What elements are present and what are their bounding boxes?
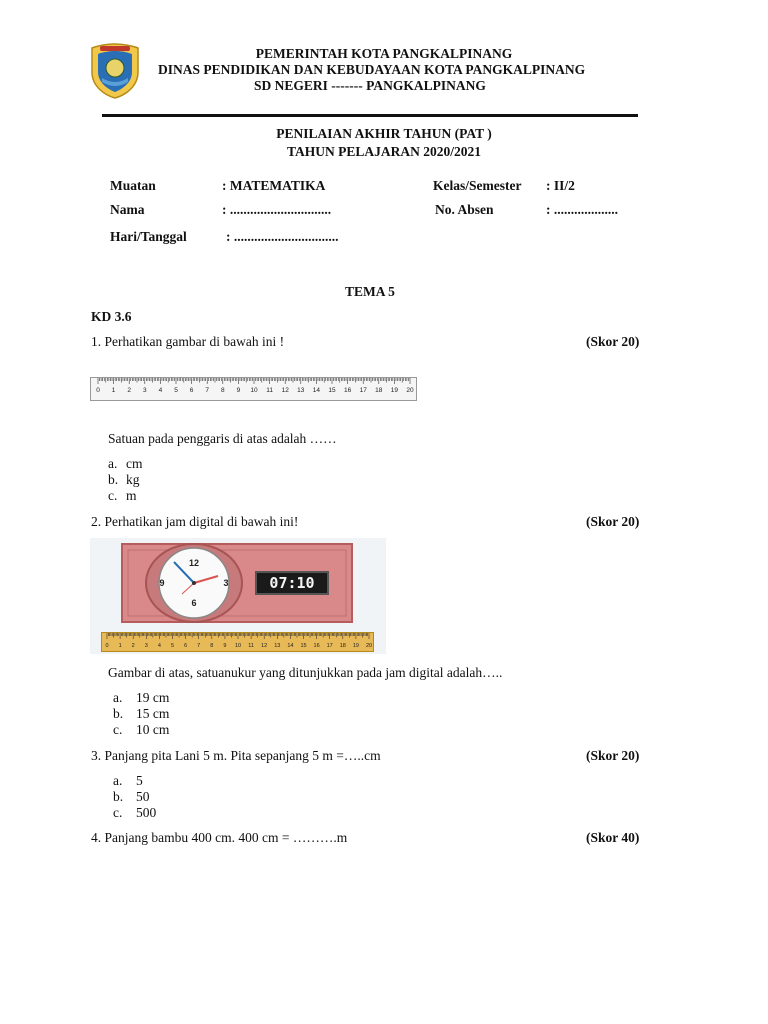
exam-year: TAHUN PELAJARAN 2020/2021 [286,144,481,159]
ruler-tick-label: 0 [96,387,100,394]
ruler-tick-label: 6 [184,643,188,649]
ruler-tick-label: 1 [118,643,122,649]
header-line-2: DINAS PENDIDIKAN DAN KEBUDAYAAN KOTA PANGKALPINANG [158,62,586,77]
q1-option-c-letter: c. [108,488,118,503]
tema-heading: TEMA 5 [345,284,395,299]
ruler-tick-label: 17 [359,387,367,394]
q2-option-b-letter: b. [113,706,124,721]
q1-option-c-text[interactable]: m [126,488,137,503]
ruler-tick-label: 10 [234,643,242,649]
q2-option-a-letter: a. [113,690,123,705]
question-4-text: 4. Panjang bambu 400 cm. 400 cm = ……….m [91,830,348,845]
ruler-tick-label: 19 [390,387,399,394]
muatan-label: Muatan [110,178,156,193]
ruler-tick-label: 9 [236,387,241,394]
question-2-text: 2. Perhatikan jam digital di bawah ini! [91,514,299,529]
ruler-image-1 [90,377,417,401]
ruler-tick-label: 20 [406,387,414,394]
q1-option-b-text[interactable]: kg [126,472,140,487]
q3-option-a-text[interactable]: 5 [136,773,143,788]
ruler-tick-label: 12 [281,387,289,394]
ruler-tick-label: 9 [223,643,227,649]
q2-option-b-text[interactable]: 15 cm [136,706,170,721]
ruler-tick-label: 6 [189,387,194,394]
q2-option-a-text[interactable]: 19 cm [136,690,170,705]
muatan-value: : MATEMATIKA [222,178,326,193]
exam-title: PENILAIAN AKHIR TAHUN (PAT ) [276,126,492,141]
kd-heading: KD 3.6 [91,309,132,324]
ruler-tick-label: 19 [352,643,359,649]
kelas-value: : II/2 [546,178,575,193]
ruler-tick-label: 13 [297,387,305,394]
ruler-tick-label: 15 [328,387,336,394]
ruler-tick-label: 2 [131,643,135,649]
digital-clock-display: 07:10 [269,574,315,592]
ruler-tick-label: 14 [312,387,321,394]
ruler-tick-label: 3 [142,387,147,394]
ruler-tick-label: 5 [170,643,175,649]
ruler-tick-label: 12 [261,643,268,649]
q2-option-c-text[interactable]: 10 cm [136,722,170,737]
ruler-tick-label: 4 [157,643,161,649]
nama-label: Nama [110,202,145,217]
clock-numeral-6: 6 [191,598,197,608]
header-divider [102,114,638,117]
ruler-tick-label: 11 [248,643,254,649]
ruler-tick-label: 16 [313,643,320,649]
kelas-label: Kelas/Semester [433,178,522,193]
q1-option-a-text[interactable]: cm [126,456,143,471]
question-2-prompt: Gambar di atas, satuanukur yang ditunjukkan pada jam digital adalah….. [108,665,503,680]
question-2-score: (Skor 20) [586,514,640,529]
ruler-tick-label: 8 [220,387,225,394]
ruler-tick-label: 8 [210,643,214,649]
q3-option-a-letter: a. [113,773,123,788]
question-1-text: 1. Perhatikan gambar di bawah ini ! [91,334,285,349]
ruler-tick-label: 14 [287,643,294,649]
ruler-tick-label: 4 [158,387,163,394]
ruler-tick-label: 11 [266,387,273,394]
ruler-tick-label: 18 [339,643,346,649]
ruler-tick-label: 0 [105,643,109,649]
header-line-1: PEMERINTAH KOTA PANGKALPINANG [255,46,513,61]
q2-option-c-letter: c. [113,722,123,737]
q1-option-a-letter: a. [108,456,118,471]
ruler-tick-label: 3 [144,643,148,649]
ruler-tick-label: 16 [343,387,352,394]
q1-option-b-letter: b. [108,472,119,487]
question-1-score: (Skor 20) [586,334,640,349]
ruler-tick-label: 7 [205,387,210,394]
clock-numeral-12: 12 [188,558,200,568]
ruler-tick-label: 13 [274,643,281,649]
ruler-tick-label: 10 [250,387,258,394]
ruler-tick-label: 20 [365,643,373,649]
nama-field[interactable]: : .............................. [222,202,332,217]
question-3-score: (Skor 20) [586,748,640,763]
absen-field[interactable]: : ................... [546,202,618,217]
clock-numeral-3: 3 [223,578,229,588]
q3-option-c-text[interactable]: 500 [136,805,157,820]
ruler-tick-label: 18 [375,387,383,394]
clock-numeral-9: 9 [159,578,165,588]
hari-label: Hari/Tanggal [110,229,187,244]
ruler-tick-label: 15 [300,643,307,649]
header-line-3: SD NEGERI ------- PANGKALPINANG [254,78,486,93]
question-4-score: (Skor 40) [586,830,640,845]
ruler-tick-label: 2 [127,387,132,394]
question-1-prompt: Satuan pada penggaris di atas adalah …… [108,431,337,446]
ruler-tick-label: 7 [197,643,201,649]
q3-option-b-text[interactable]: 50 [136,789,150,804]
q3-option-c-letter: c. [113,805,123,820]
hari-field[interactable]: : ............................... [226,229,339,244]
q3-option-b-letter: b. [113,789,124,804]
absen-label: No. Absen [435,202,494,217]
ruler-tick-label: 1 [111,387,116,394]
question-3-text: 3. Panjang pita Lani 5 m. Pita sepanjang 5 m =…..cm [91,748,381,763]
ruler-tick-label: 5 [174,387,178,394]
ruler-image-2 [101,632,374,652]
ruler-tick-label: 17 [326,643,333,649]
